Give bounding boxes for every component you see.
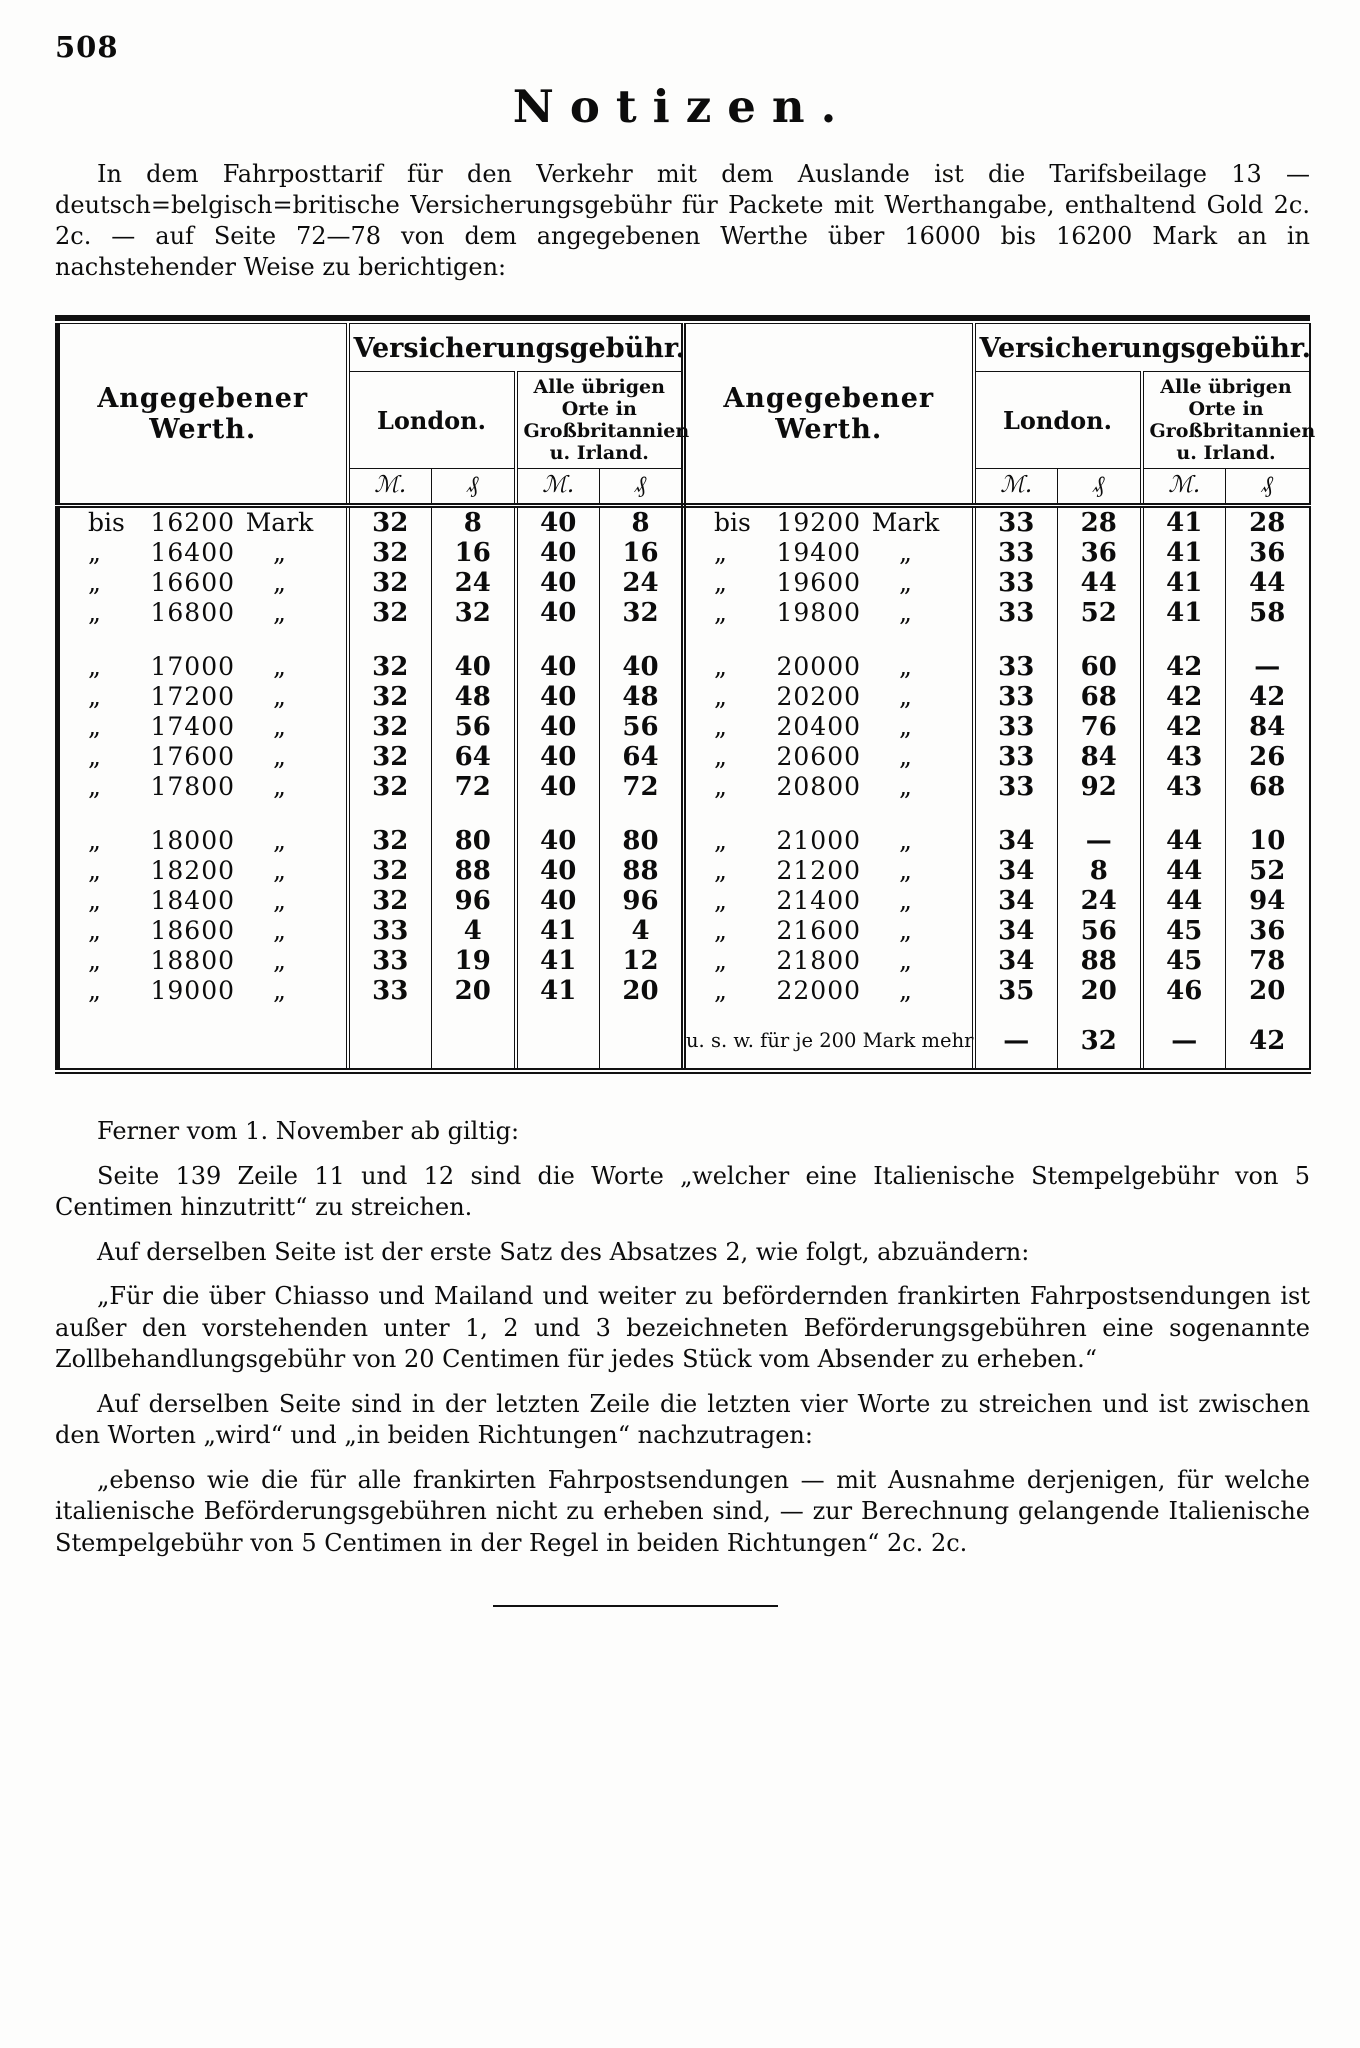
value-cell-left <box>58 742 348 772</box>
other-places-header-right: Alle übrigen Orte in Großbritannien u. Irland. <box>1142 372 1310 469</box>
table-row <box>58 856 1310 886</box>
other-pfennig-cell: 4 <box>600 916 684 946</box>
fee-header-left: Versicherungsgebühr. <box>348 324 684 372</box>
ditto-suffix: „ <box>899 682 912 711</box>
other-pfennig-cell: 84 <box>1226 712 1310 742</box>
ditto-suffix: „ <box>273 826 286 855</box>
other-places-header-left: Alle übrigen Orte in Großbritannien u. Irland. <box>516 372 684 469</box>
ditto-suffix: „ <box>273 652 286 681</box>
other-pfennig-cell: 88 <box>600 856 684 886</box>
value-amount: 17400 <box>150 712 236 741</box>
value-amount: 16200 <box>150 508 236 537</box>
ditto-prefix: „ <box>714 772 727 801</box>
mark-symbol: ℳ. <box>1142 469 1226 506</box>
london-pfennig-cell: 8 <box>1058 856 1142 886</box>
other-pfennig-cell: 20 <box>600 976 684 1010</box>
ditto-prefix: bis <box>88 508 125 537</box>
london-mark-cell: 32 <box>348 886 432 916</box>
london-mark-cell: 33 <box>348 916 432 946</box>
other-mark-cell: 40 <box>516 598 600 628</box>
ditto-suffix: „ <box>899 652 912 681</box>
paragraph-page139-strike: Seite 139 Zeile 11 und 12 sind die Worte „welcher eine Italienische Stempelgebühr von 5 Centimen hinzutritt“ zu streichen. <box>55 1161 1310 1221</box>
london-pfennig-cell: 84 <box>1058 742 1142 772</box>
other-mark-cell: 43 <box>1142 772 1226 802</box>
ditto-suffix: „ <box>899 772 912 801</box>
footer-row <box>58 1010 1310 1071</box>
mark-symbol: ℳ. <box>974 469 1058 506</box>
other-pfennig-cell: 80 <box>600 802 684 856</box>
table-row <box>58 976 1310 1010</box>
table-row <box>58 712 1310 742</box>
value-cell-left <box>58 538 348 568</box>
ditto-suffix: „ <box>273 538 286 567</box>
london-pfennig-cell: 48 <box>432 682 516 712</box>
ditto-prefix: „ <box>88 826 101 855</box>
paragraph-amend-intro: Auf derselben Seite ist der erste Satz des Absatzes 2, wie folgt, abzuändern: <box>97 1237 1030 1266</box>
london-header-right: London. <box>974 372 1142 469</box>
pfennig-symbol: ₰ <box>1058 469 1142 506</box>
ditto-suffix: „ <box>273 946 286 975</box>
other-pfennig-cell: 32 <box>600 598 684 628</box>
other-mark-cell: 40 <box>516 712 600 742</box>
ditto-prefix: „ <box>714 916 727 945</box>
ditto-prefix: „ <box>88 946 101 975</box>
value-amount: 20600 <box>776 742 862 771</box>
value-cell-left <box>58 568 348 598</box>
london-pfennig-cell: 24 <box>432 568 516 598</box>
ditto-prefix: „ <box>88 712 101 741</box>
value-amount: 16400 <box>150 538 236 567</box>
value-amount: 16800 <box>150 598 236 627</box>
other-pfennig-cell: 94 <box>1226 886 1310 916</box>
page-title: Notizen. <box>512 80 853 133</box>
fee-table <box>55 323 1316 1074</box>
other-pfennig-cell: 56 <box>600 712 684 742</box>
table-row <box>58 772 1310 802</box>
value-amount: 18200 <box>150 856 236 885</box>
ditto-prefix: „ <box>88 856 101 885</box>
other-mark-cell: 42 <box>1142 712 1226 742</box>
value-cell-right <box>684 598 974 628</box>
value-cell-left <box>58 772 348 802</box>
footer-label: u. s. w. für je 200 Mark mehr <box>684 1010 974 1071</box>
london-mark-cell: 32 <box>348 742 432 772</box>
london-pfennig-cell: 64 <box>432 742 516 772</box>
fee-header-right: Versicherungsgebühr. <box>974 324 1310 372</box>
other-pfennig-cell: 58 <box>1226 598 1310 628</box>
value-cell-left <box>58 976 348 1010</box>
value-amount: 22000 <box>776 976 862 1005</box>
fee-table-wrapper <box>55 315 1316 1074</box>
ditto-prefix: „ <box>88 742 101 771</box>
london-pfennig-cell: 32 <box>432 598 516 628</box>
value-cell-right <box>684 946 974 976</box>
value-amount: 18400 <box>150 886 236 915</box>
ditto-suffix: „ <box>273 712 286 741</box>
ditto-suffix: „ <box>899 538 912 567</box>
ditto-prefix: „ <box>714 712 727 741</box>
table-row <box>58 598 1310 628</box>
mark-symbol: ℳ. <box>516 469 600 506</box>
pfennig-symbol: ₰ <box>600 469 684 506</box>
value-cell-right <box>684 772 974 802</box>
ditto-prefix: „ <box>88 682 101 711</box>
other-mark-cell: 41 <box>516 976 600 1010</box>
table-row <box>58 538 1310 568</box>
other-mark-cell: 40 <box>516 628 600 682</box>
value-header-right: Angegebener Werth. <box>684 324 974 506</box>
ditto-prefix: „ <box>88 538 101 567</box>
ditto-prefix: „ <box>714 856 727 885</box>
other-pfennig-cell: 16 <box>600 538 684 568</box>
ditto-suffix: „ <box>899 886 912 915</box>
notice-paragraphs <box>55 1116 1310 1559</box>
other-pfennig-cell: 8 <box>600 506 684 539</box>
value-cell-left <box>58 916 348 946</box>
ditto-suffix: „ <box>273 772 286 801</box>
london-mark-cell: 34 <box>974 856 1058 886</box>
ditto-prefix: „ <box>714 682 727 711</box>
ditto-prefix: „ <box>714 826 727 855</box>
other-mark-cell: 40 <box>516 856 600 886</box>
other-pfennig-cell: 42 <box>1226 682 1310 712</box>
paragraph-chiasso-quote: „Für die über Chiasso und Mailand und weiter zu befördernden frankirten Fahrpostsendungen ist außer den vorstehenden unter 1, 2 und 3 bezeichneten Beförderungsgebühren eine sogenannte Zollbehandlungsgebühr von 20 Centimen für jedes Stück vom Absender zu erheben.“ <box>55 1282 1310 1373</box>
london-mark-cell: 34 <box>974 916 1058 946</box>
other-mark-cell: 41 <box>1142 598 1226 628</box>
london-pfennig-cell: 44 <box>1058 568 1142 598</box>
other-pfennig-cell: 10 <box>1226 802 1310 856</box>
london-mark-cell: 33 <box>974 568 1058 598</box>
ditto-suffix: „ <box>273 682 286 711</box>
other-mark-cell: 44 <box>1142 802 1226 856</box>
ditto-suffix: „ <box>273 742 286 771</box>
london-mark-cell: 32 <box>348 538 432 568</box>
value-cell-left <box>58 946 348 976</box>
value-amount: 16600 <box>150 568 236 597</box>
london-pfennig-cell: 56 <box>432 712 516 742</box>
ditto-suffix: „ <box>273 916 286 945</box>
other-pfennig-cell: 96 <box>600 886 684 916</box>
value-cell-left <box>58 628 348 682</box>
value-amount: 18600 <box>150 916 236 945</box>
ditto-prefix: „ <box>714 652 727 681</box>
value-amount: 21200 <box>776 856 862 885</box>
empty-cell <box>348 1010 432 1071</box>
ditto-prefix: „ <box>714 568 727 597</box>
london-pfennig-cell: 92 <box>1058 772 1142 802</box>
london-mark-cell: 32 <box>348 772 432 802</box>
value-cell-right <box>684 628 974 682</box>
london-mark-cell: — <box>974 1010 1058 1071</box>
ditto-prefix: „ <box>88 598 101 627</box>
ditto-suffix: „ <box>273 856 286 885</box>
value-header-left: Angegebener Werth. <box>58 324 348 506</box>
london-mark-cell: 35 <box>974 976 1058 1010</box>
ditto-prefix: „ <box>88 916 101 945</box>
london-pfennig-cell: 28 <box>1058 506 1142 539</box>
london-pfennig-cell: 72 <box>432 772 516 802</box>
ditto-prefix: bis <box>714 508 751 537</box>
value-amount: 17600 <box>150 742 236 771</box>
ditto-prefix: „ <box>714 598 727 627</box>
value-cell-left <box>58 712 348 742</box>
value-amount: 20400 <box>776 712 862 741</box>
pfennig-symbol: ₰ <box>1226 469 1310 506</box>
value-amount: 19600 <box>776 568 862 597</box>
other-pfennig-cell: 28 <box>1226 506 1310 539</box>
london-mark-cell: 32 <box>348 856 432 886</box>
value-cell-left <box>58 506 348 539</box>
other-mark-cell: 40 <box>516 802 600 856</box>
ditto-prefix: „ <box>88 652 101 681</box>
value-cell-left <box>58 598 348 628</box>
other-pfennig-cell: 26 <box>1226 742 1310 772</box>
london-mark-cell: 33 <box>974 712 1058 742</box>
ditto-suffix: „ <box>899 742 912 771</box>
value-amount: 20800 <box>776 772 862 801</box>
london-mark-cell: 33 <box>974 628 1058 682</box>
paragraph-stamp-quote: „ebenso wie die für alle frankirten Fahrpostsendungen — mit Ausnahme derjenigen, für welche italienische Beförderungsgebühren nicht zu erheben sind, — zur Berechnung gelangende Italienische Stempelgebühr von 5 Centimen in der Regel in beiden Richtungen“ 2c. 2c. <box>55 1465 1310 1557</box>
other-mark-cell: 40 <box>516 886 600 916</box>
mark-symbol: ℳ. <box>348 469 432 506</box>
value-cell-right <box>684 712 974 742</box>
ditto-suffix: „ <box>899 826 912 855</box>
london-mark-cell: 33 <box>974 682 1058 712</box>
table-row <box>58 742 1310 772</box>
table-row <box>58 916 1310 946</box>
ditto-suffix: „ <box>273 568 286 597</box>
table-row <box>58 628 1310 682</box>
paragraph-effective-date: Ferner vom 1. November ab giltig: <box>97 1117 520 1145</box>
ditto-suffix: „ <box>273 598 286 627</box>
value-cell-right <box>684 682 974 712</box>
ditto-suffix: „ <box>899 916 912 945</box>
other-pfennig-cell: 12 <box>600 946 684 976</box>
london-pfennig-cell: 24 <box>1058 886 1142 916</box>
ditto-prefix: „ <box>714 976 727 1005</box>
value-cell-left <box>58 682 348 712</box>
other-pfennig-cell: 40 <box>600 628 684 682</box>
london-mark-cell: 34 <box>974 886 1058 916</box>
value-cell-right <box>684 742 974 772</box>
london-mark-cell: 33 <box>348 946 432 976</box>
london-pfennig-cell: 4 <box>432 916 516 946</box>
ditto-prefix: „ <box>88 976 101 1005</box>
section-divider <box>493 1605 778 1607</box>
value-cell-right <box>684 568 974 598</box>
other-mark-cell: 41 <box>1142 538 1226 568</box>
london-pfennig-cell: 56 <box>1058 916 1142 946</box>
ditto-suffix: Mark <box>245 508 314 537</box>
other-pfennig-cell: 24 <box>600 568 684 598</box>
value-cell-right <box>684 886 974 916</box>
value-cell-left <box>58 856 348 886</box>
value-amount: 21600 <box>776 916 862 945</box>
other-mark-cell: 46 <box>1142 976 1226 1010</box>
london-pfennig-cell: 52 <box>1058 598 1142 628</box>
other-pfennig-cell: — <box>1226 628 1310 682</box>
london-pfennig-cell: 80 <box>432 802 516 856</box>
empty-cell <box>516 1010 600 1071</box>
value-amount: 20000 <box>776 652 862 681</box>
pfennig-symbol: ₰ <box>432 469 516 506</box>
london-mark-cell: 33 <box>974 506 1058 539</box>
ditto-suffix: „ <box>899 712 912 741</box>
london-mark-cell: 32 <box>348 568 432 598</box>
london-pfennig-cell: 88 <box>432 856 516 886</box>
empty-cell <box>600 1010 684 1071</box>
other-pfennig-cell: 42 <box>1226 1010 1310 1071</box>
ditto-prefix: „ <box>714 946 727 975</box>
other-mark-cell: 41 <box>516 916 600 946</box>
london-pfennig-cell: 36 <box>1058 538 1142 568</box>
paragraph-lastline-edit: Auf derselben Seite sind in der letzten Zeile die letzten vier Worte zu streichen und ist zwischen den Worten „wird“ und „in beiden Richtungen“ nachzutragen: <box>55 1389 1310 1449</box>
table-row <box>58 802 1310 856</box>
empty-cell <box>432 1010 516 1071</box>
other-mark-cell: 40 <box>516 506 600 539</box>
london-mark-cell: 33 <box>974 742 1058 772</box>
value-amount: 21800 <box>776 946 862 975</box>
other-mark-cell: 41 <box>1142 506 1226 539</box>
value-amount: 19400 <box>776 538 862 567</box>
other-mark-cell: 44 <box>1142 856 1226 886</box>
ditto-suffix: „ <box>899 946 912 975</box>
ditto-suffix: „ <box>899 568 912 597</box>
table-row <box>58 506 1310 539</box>
london-mark-cell: 32 <box>348 712 432 742</box>
ditto-prefix: „ <box>88 568 101 597</box>
value-amount: 17200 <box>150 682 236 711</box>
value-amount: 18800 <box>150 946 236 975</box>
value-amount: 19200 <box>776 508 862 537</box>
london-mark-cell: 32 <box>348 506 432 539</box>
other-pfennig-cell: 36 <box>1226 538 1310 568</box>
other-mark-cell: — <box>1142 1010 1226 1071</box>
london-pfennig-cell: 40 <box>432 628 516 682</box>
other-pfennig-cell: 44 <box>1226 568 1310 598</box>
ditto-prefix: „ <box>714 886 727 915</box>
london-pfennig-cell: 60 <box>1058 628 1142 682</box>
london-mark-cell: 32 <box>348 598 432 628</box>
other-mark-cell: 45 <box>1142 916 1226 946</box>
empty-cell <box>58 1010 348 1071</box>
ditto-suffix: „ <box>899 856 912 885</box>
london-mark-cell: 32 <box>348 802 432 856</box>
value-cell-right <box>684 916 974 946</box>
ditto-suffix: Mark <box>871 508 940 537</box>
value-amount: 18000 <box>150 826 236 855</box>
value-cell-right <box>684 802 974 856</box>
other-mark-cell: 41 <box>1142 568 1226 598</box>
ditto-prefix: „ <box>714 538 727 567</box>
london-pfennig-cell: 19 <box>432 946 516 976</box>
london-mark-cell: 32 <box>348 628 432 682</box>
london-mark-cell: 34 <box>974 946 1058 976</box>
other-pfennig-cell: 78 <box>1226 946 1310 976</box>
other-pfennig-cell: 36 <box>1226 916 1310 946</box>
london-pfennig-cell: 76 <box>1058 712 1142 742</box>
other-mark-cell: 40 <box>516 538 600 568</box>
london-mark-cell: 33 <box>974 772 1058 802</box>
other-pfennig-cell: 52 <box>1226 856 1310 886</box>
value-amount: 21400 <box>776 886 862 915</box>
value-cell-right <box>684 538 974 568</box>
london-pfennig-cell: 96 <box>432 886 516 916</box>
other-pfennig-cell: 20 <box>1226 976 1310 1010</box>
value-amount: 17800 <box>150 772 236 801</box>
value-amount: 21000 <box>776 826 862 855</box>
london-mark-cell: 32 <box>348 682 432 712</box>
ditto-suffix: „ <box>899 976 912 1005</box>
london-mark-cell: 33 <box>348 976 432 1010</box>
london-pfennig-cell: 68 <box>1058 682 1142 712</box>
other-pfennig-cell: 64 <box>600 742 684 772</box>
london-mark-cell: 34 <box>974 802 1058 856</box>
london-pfennig-cell: 16 <box>432 538 516 568</box>
other-mark-cell: 45 <box>1142 946 1226 976</box>
table-row <box>58 568 1310 598</box>
value-cell-right <box>684 856 974 886</box>
value-amount: 17000 <box>150 652 236 681</box>
other-mark-cell: 43 <box>1142 742 1226 772</box>
other-pfennig-cell: 72 <box>600 772 684 802</box>
table-row <box>58 682 1310 712</box>
ditto-suffix: „ <box>273 886 286 915</box>
london-header-left: London. <box>348 372 516 469</box>
ditto-prefix: „ <box>88 772 101 801</box>
value-cell-left <box>58 802 348 856</box>
intro-paragraph: In dem Fahrposttarif für den Verkehr mit dem Auslande ist die Tarifsbeilage 13 — deutsch=belgisch=britische Versicherungsgebühr für Packete mit Werthangabe, enthaltend Gold 2c. 2c. — auf Seite 72—78 von dem angegebenen Werthe über 16000 bis 16200 Mark an in nachstehender Weise zu berichtigen: <box>55 160 1310 281</box>
other-mark-cell: 41 <box>516 946 600 976</box>
value-amount: 20200 <box>776 682 862 711</box>
london-pfennig-cell: 32 <box>1058 1010 1142 1071</box>
london-pfennig-cell: 88 <box>1058 946 1142 976</box>
table-row <box>58 946 1310 976</box>
london-pfennig-cell: 20 <box>1058 976 1142 1010</box>
page-number: 508 <box>55 30 119 64</box>
ditto-prefix: „ <box>88 886 101 915</box>
london-mark-cell: 33 <box>974 538 1058 568</box>
london-pfennig-cell: 8 <box>432 506 516 539</box>
other-mark-cell: 42 <box>1142 628 1226 682</box>
value-cell-right <box>684 976 974 1010</box>
other-mark-cell: 40 <box>516 568 600 598</box>
other-mark-cell: 40 <box>516 772 600 802</box>
other-pfennig-cell: 48 <box>600 682 684 712</box>
table-body <box>58 506 1310 1011</box>
value-cell-left <box>58 886 348 916</box>
other-mark-cell: 42 <box>1142 682 1226 712</box>
other-mark-cell: 44 <box>1142 886 1226 916</box>
ditto-prefix: „ <box>714 742 727 771</box>
other-mark-cell: 40 <box>516 742 600 772</box>
london-pfennig-cell: 20 <box>432 976 516 1010</box>
ditto-suffix: „ <box>273 976 286 1005</box>
other-mark-cell: 40 <box>516 682 600 712</box>
table-row <box>58 886 1310 916</box>
other-pfennig-cell: 68 <box>1226 772 1310 802</box>
value-cell-right <box>684 506 974 539</box>
london-pfennig-cell: — <box>1058 802 1142 856</box>
london-mark-cell: 33 <box>974 598 1058 628</box>
value-amount: 19000 <box>150 976 236 1005</box>
value-amount: 19800 <box>776 598 862 627</box>
ditto-suffix: „ <box>899 598 912 627</box>
